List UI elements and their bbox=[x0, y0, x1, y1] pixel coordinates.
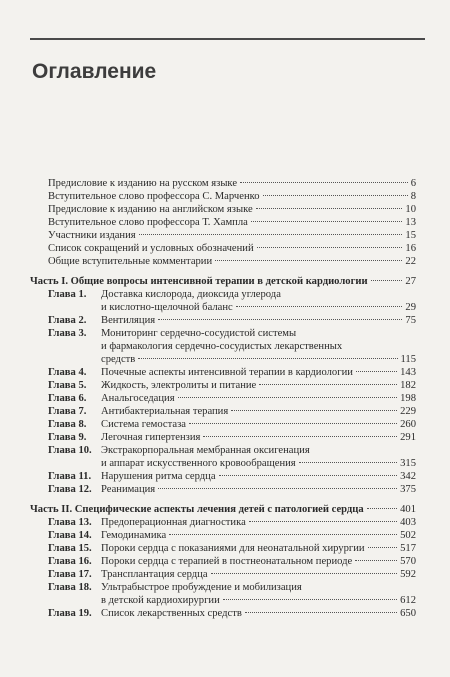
chapter-line bbox=[30, 327, 416, 340]
dot-leader bbox=[371, 280, 403, 281]
page-number: 229 bbox=[400, 406, 416, 417]
page-number: 291 bbox=[400, 432, 416, 443]
chapter-line bbox=[30, 405, 416, 418]
chapter-line bbox=[30, 379, 416, 392]
entry-title: Предисловие к изданию на русском языке bbox=[48, 178, 238, 189]
dot-leader bbox=[236, 306, 403, 307]
chapter-title: Мониторинг сердечно-сосудистой системы bbox=[101, 328, 297, 339]
dot-leader bbox=[263, 195, 408, 196]
page-number: 570 bbox=[400, 556, 416, 567]
dot-leader bbox=[355, 560, 397, 561]
chapter-title: и фармакология сердечно-сосудистых лекарственных bbox=[101, 341, 343, 352]
chapter-number: Глава 5. bbox=[48, 380, 87, 391]
part-title: Часть II. Специфические аспекты лечения детей с патологией сердца bbox=[30, 504, 364, 515]
entry-title: Общие вступительные комментарии bbox=[48, 256, 213, 267]
chapter-number: Глава 16. bbox=[48, 556, 92, 567]
table-of-contents bbox=[30, 177, 416, 620]
chapter-title: Ультрабыстрое пробуждение и мобилизация bbox=[101, 582, 302, 593]
chapter-title: Почечные аспекты интенсивной терапии в кардиологии bbox=[101, 367, 353, 378]
dot-leader bbox=[368, 547, 398, 548]
dot-leader bbox=[158, 488, 397, 489]
chapter-number: Глава 15. bbox=[48, 543, 92, 554]
page-number: 502 bbox=[400, 530, 416, 541]
chapter-title: Доставка кислорода, диоксида углерода bbox=[101, 289, 281, 300]
chapter-title: Трансплантация сердца bbox=[101, 569, 208, 580]
chapter-title: средств bbox=[101, 354, 136, 365]
page-number: 375 bbox=[400, 484, 416, 495]
page-number: 517 bbox=[400, 543, 416, 554]
chapter-number: Глава 12. bbox=[48, 484, 92, 495]
chapter-line bbox=[30, 470, 416, 483]
dot-leader bbox=[139, 234, 403, 235]
toc-entry bbox=[30, 190, 416, 203]
dot-leader bbox=[257, 247, 403, 248]
page-number: 198 bbox=[400, 393, 416, 404]
page-number: 115 bbox=[400, 354, 416, 365]
dot-leader bbox=[203, 436, 397, 437]
chapter-number: Глава 7. bbox=[48, 406, 87, 417]
page-number: 22 bbox=[405, 256, 416, 267]
page-number: 612 bbox=[400, 595, 416, 606]
chapter-number: Глава 11. bbox=[48, 471, 92, 482]
chapter-title: в детской кардиохирургии bbox=[101, 595, 220, 606]
page-number: 75 bbox=[405, 315, 416, 326]
chapter-title: Список лекарственных средств bbox=[101, 608, 242, 619]
chapter-number: Глава 4. bbox=[48, 367, 87, 378]
chapter-line bbox=[30, 483, 416, 496]
page-number: 315 bbox=[400, 458, 416, 469]
chapter-line bbox=[30, 366, 416, 379]
chapter-line bbox=[30, 607, 416, 620]
dot-leader bbox=[245, 612, 397, 613]
dot-leader bbox=[240, 182, 408, 183]
dot-leader bbox=[223, 599, 397, 600]
chapter-number: Глава 19. bbox=[48, 608, 92, 619]
entry-title: Предисловие к изданию на английском языке bbox=[48, 204, 253, 215]
chapter-title: Пороки сердца с показаниями для неонатальной хирургии bbox=[101, 543, 365, 554]
entry-title: Участники издания bbox=[48, 230, 136, 241]
page-number: 6 bbox=[410, 178, 416, 189]
toc-entry bbox=[30, 242, 416, 255]
chapter-title: Реанимация bbox=[101, 484, 156, 495]
chapter-title: Жидкость, электролиты и питание bbox=[101, 380, 257, 391]
part-heading bbox=[30, 503, 416, 516]
chapter-title: Пороки сердца с терапией в постнеонатальном периоде bbox=[101, 556, 353, 567]
chapter-title: и аппарат искусственного кровообращения bbox=[101, 458, 296, 469]
chapter-number: Глава 18. bbox=[48, 582, 92, 593]
page-number: 342 bbox=[400, 471, 416, 482]
page-number: 650 bbox=[400, 608, 416, 619]
chapter-number: Глава 10. bbox=[48, 445, 92, 456]
dot-leader bbox=[367, 508, 397, 509]
dot-leader bbox=[178, 397, 398, 398]
chapter-number: Глава 6. bbox=[48, 393, 87, 404]
dot-leader bbox=[215, 260, 402, 261]
chapter-line bbox=[30, 516, 416, 529]
chapter-title: и кислотно-щелочной баланс bbox=[101, 302, 233, 313]
chapter-line bbox=[30, 340, 416, 353]
chapter-line bbox=[30, 353, 416, 366]
chapter-line bbox=[30, 418, 416, 431]
toc-entry bbox=[30, 229, 416, 242]
dot-leader bbox=[249, 521, 397, 522]
chapter-line bbox=[30, 288, 416, 301]
chapter-line bbox=[30, 457, 416, 470]
page-number: 10 bbox=[405, 204, 416, 215]
page-number: 401 bbox=[400, 504, 416, 515]
page-number: 182 bbox=[400, 380, 416, 391]
entry-title: Вступительное слово профессора Т. Хампла bbox=[48, 217, 248, 228]
part-title: Часть I. Общие вопросы интенсивной терапии в детской кардиологии bbox=[30, 276, 368, 287]
dot-leader bbox=[219, 475, 398, 476]
chapter-line bbox=[30, 392, 416, 405]
chapter-line bbox=[30, 529, 416, 542]
page-number: 143 bbox=[400, 367, 416, 378]
chapter-title: Антибактериальная терапия bbox=[101, 406, 229, 417]
chapter-line bbox=[30, 568, 416, 581]
dot-leader bbox=[138, 358, 397, 359]
chapter-title: Система гемостаза bbox=[101, 419, 186, 430]
chapter-title: Вентиляция bbox=[101, 315, 156, 326]
page-number: 13 bbox=[405, 217, 416, 228]
dot-leader bbox=[256, 208, 403, 209]
chapter-line bbox=[30, 444, 416, 457]
dot-leader bbox=[189, 423, 397, 424]
chapter-line bbox=[30, 594, 416, 607]
chapter-line bbox=[30, 555, 416, 568]
dot-leader bbox=[356, 371, 397, 372]
chapter-title: Анальгоседация bbox=[101, 393, 175, 404]
dot-leader bbox=[169, 534, 397, 535]
entry-title: Список сокращений и условных обозначений bbox=[48, 243, 254, 254]
chapter-title: Гемодинамика bbox=[101, 530, 167, 541]
dot-leader bbox=[251, 221, 403, 222]
chapter-number: Глава 17. bbox=[48, 569, 92, 580]
dot-leader bbox=[231, 410, 397, 411]
chapter-line bbox=[30, 431, 416, 444]
part-heading bbox=[30, 275, 416, 288]
page-number: 592 bbox=[400, 569, 416, 580]
chapter-number: Глава 3. bbox=[48, 328, 87, 339]
chapter-title: Экстракорпоральная мембранная оксигенация bbox=[101, 445, 310, 456]
toc-entry bbox=[30, 255, 416, 268]
chapter-number: Глава 13. bbox=[48, 517, 92, 528]
toc-entry bbox=[30, 203, 416, 216]
chapter-title: Легочная гипертензия bbox=[101, 432, 201, 443]
chapter-title: Нарушения ритма сердца bbox=[101, 471, 216, 482]
dot-leader bbox=[158, 319, 402, 320]
chapter-number: Глава 9. bbox=[48, 432, 87, 443]
chapter-number: Глава 1. bbox=[48, 289, 87, 300]
chapter-number: Глава 2. bbox=[48, 315, 87, 326]
page-title: Оглавление bbox=[32, 60, 157, 83]
chapter-line bbox=[30, 581, 416, 594]
dot-leader bbox=[299, 462, 397, 463]
page-number: 8 bbox=[410, 191, 416, 202]
toc-entry bbox=[30, 177, 416, 190]
top-rule bbox=[30, 38, 425, 40]
page-number: 15 bbox=[405, 230, 416, 241]
chapter-line bbox=[30, 314, 416, 327]
page-number: 16 bbox=[405, 243, 416, 254]
page-number: 27 bbox=[405, 276, 416, 287]
chapter-title: Предоперационная диагностика bbox=[101, 517, 246, 528]
page-number: 29 bbox=[405, 302, 416, 313]
chapter-number: Глава 8. bbox=[48, 419, 87, 430]
chapter-line bbox=[30, 301, 416, 314]
chapter-number: Глава 14. bbox=[48, 530, 92, 541]
page-number: 403 bbox=[400, 517, 416, 528]
toc-entry bbox=[30, 216, 416, 229]
dot-leader bbox=[211, 573, 398, 574]
page-number: 260 bbox=[400, 419, 416, 430]
entry-title: Вступительное слово профессора С. Марченко bbox=[48, 191, 260, 202]
dot-leader bbox=[259, 384, 397, 385]
chapter-line bbox=[30, 542, 416, 555]
